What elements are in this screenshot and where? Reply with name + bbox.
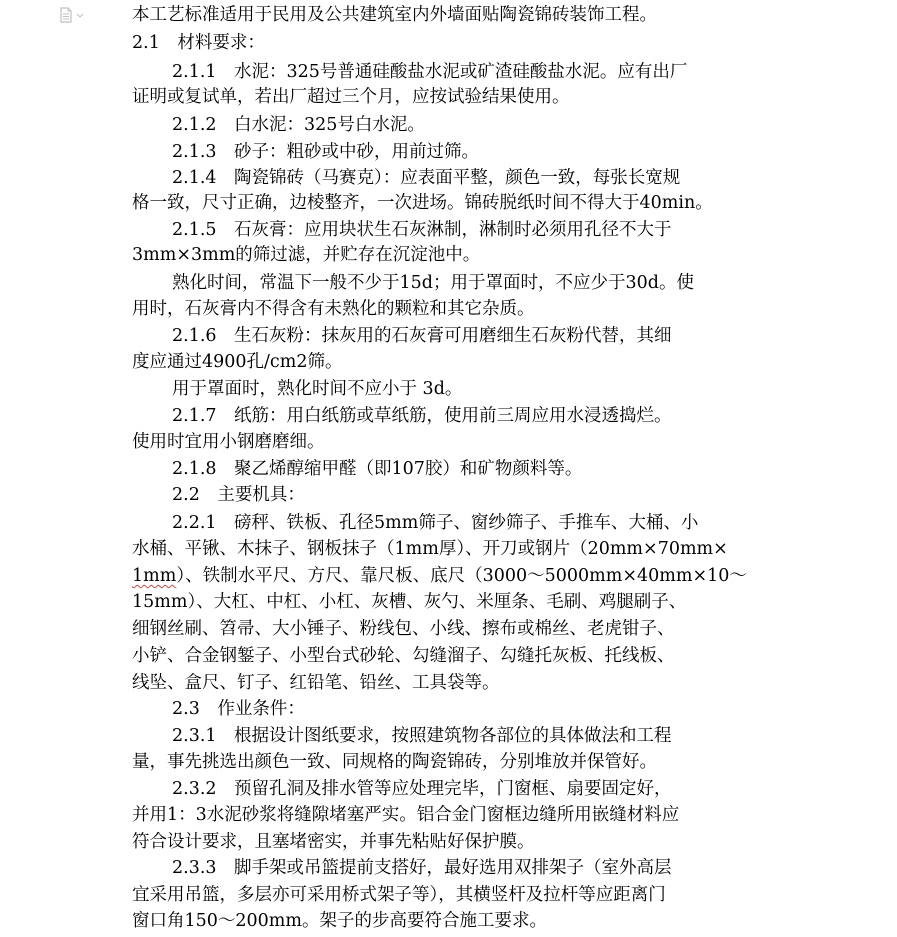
text-line: 用于罩面时，熟化时间不应小于 3d。 (172, 379, 463, 399)
intro-paragraph: 本工艺标准适用于民用及公共建筑室内外墙面贴陶瓷锦砖装饰工程。 (132, 5, 657, 25)
text-line: 使用时宜用小钢磨磨细。 (132, 432, 325, 452)
text-line: 2.1.6 生石灰粉：抹灰用的石灰膏可用磨细生石灰粉代替，其细 (172, 326, 672, 346)
text-line: 15mm）、大杠、中杠、小杠、灰槽、灰勺、米厘条、毛刷、鸡腿刷子、 (132, 592, 687, 612)
section-heading-2-1: 2.1 材料要求： (132, 33, 265, 53)
dropdown-arrow-icon (77, 14, 83, 17)
text-line: 2.1.2 白水泥：325号白水泥。 (172, 115, 425, 135)
text-line: 水桶、平锹、木抹子、钢板抹子（1mm厚）、开刀或钢片（20mm×70mm× (132, 539, 728, 559)
text-line: 细钢丝刷、笤帚、大小锤子、粉线包、小线、擦布或棉丝、老虎钳子、 (132, 619, 675, 639)
spellcheck-underlined-word: 1mm (132, 566, 177, 586)
text-line: 2.1.4 陶瓷锦砖（马赛克）：应表面平整，颜色一致，每张长宽规 (172, 168, 681, 188)
text-line: 线坠、盒尺、钉子、红铅笔、铅丝、工具袋等。 (132, 673, 500, 693)
text-line: 证明或复试单，若出厂超过三个月，应按试验结果使用。 (132, 87, 570, 107)
text-line: 量，事先挑选出颜色一致、同规格的陶瓷锦砖，分别堆放并保管好。 (132, 752, 657, 772)
text-line: 度应通过4900孔/cm2筛。 (132, 352, 343, 372)
text-line: 符合设计要求，且塞堵密实，并事先粘贴好保护膜。 (132, 832, 535, 852)
document-menu-icon[interactable] (59, 7, 87, 23)
document-page (132, 0, 772, 937)
text-line: 2.3.1 根据设计图纸要求，按照建筑物各部位的具体做法和工程 (172, 726, 672, 746)
text-line: 2.3.2 预留孔洞及排水管等应处理完毕，门窗框、扇要固定好， (172, 779, 672, 799)
text-line: 窗口角150～200mm。架子的步高要符合施工要求。 (132, 911, 547, 931)
text-line: 2.1.7 纸筋：用白纸筋或草纸筋，使用前三周应用水浸透捣烂。 (172, 406, 672, 426)
text-line: 格一致，尺寸正确，边棱整齐，一次进场。锦砖脱纸时间不得大于40min。 (132, 193, 713, 213)
document-icon (59, 7, 87, 23)
text-line: 宜采用吊篮，多层亦可采用桥式架子等），其横竖杆及拉杆等应距离门 (132, 885, 666, 905)
text-segment: ）、铁制水平尺、方尺、靠尺板、底尺（3000～5000mm×40mm×10～ (176, 566, 747, 586)
text-line: 小铲、合金钢錾子、小型台式砂轮、勾缝溜子、勾缝托灰板、托线板、 (132, 646, 675, 666)
text-line: 并用1：3水泥砂浆将缝隙堵塞严实。铝合金门窗框边缝所用嵌缝材料应 (132, 805, 680, 825)
text-line: 2.1.5 石灰膏：应用块状生石灰淋制，淋制时必须用孔径不大于 (172, 220, 672, 240)
text-line: 熟化时间，常温下一般不少于15d；用于罩面时，不应少于30d。使 (172, 273, 694, 293)
text-line: 2.1.1 水泥：325号普通硅酸盐水泥或矿渣硅酸盐水泥。应有出厂 (172, 62, 688, 82)
text-line: 3mm×3mm的筛过滤，并贮存在沉淀池中。 (132, 245, 481, 265)
text-line: 用时，石灰膏内不得含有未熟化的颗粒和其它杂质。 (132, 299, 535, 319)
text-line: 2.2.1 磅秤、铁板、孔径5mm筛子、窗纱筛子、手推车、大桶、小 (172, 513, 699, 533)
text-line (132, 565, 747, 587)
text-line: 2.3.3 脚手架或吊篮提前支搭好，最好选用双排架子（室外高层 (172, 858, 672, 878)
text-line: 2.1.3 砂子：粗砂或中砂，用前过筛。 (172, 142, 480, 162)
text-line: 2.1.8 聚乙烯醇缩甲醛（即107胶）和矿物颜料等。 (172, 459, 583, 479)
section-heading-2-2: 2.2 主要机具： (172, 485, 305, 505)
section-heading-2-3: 2.3 作业条件： (172, 699, 305, 719)
